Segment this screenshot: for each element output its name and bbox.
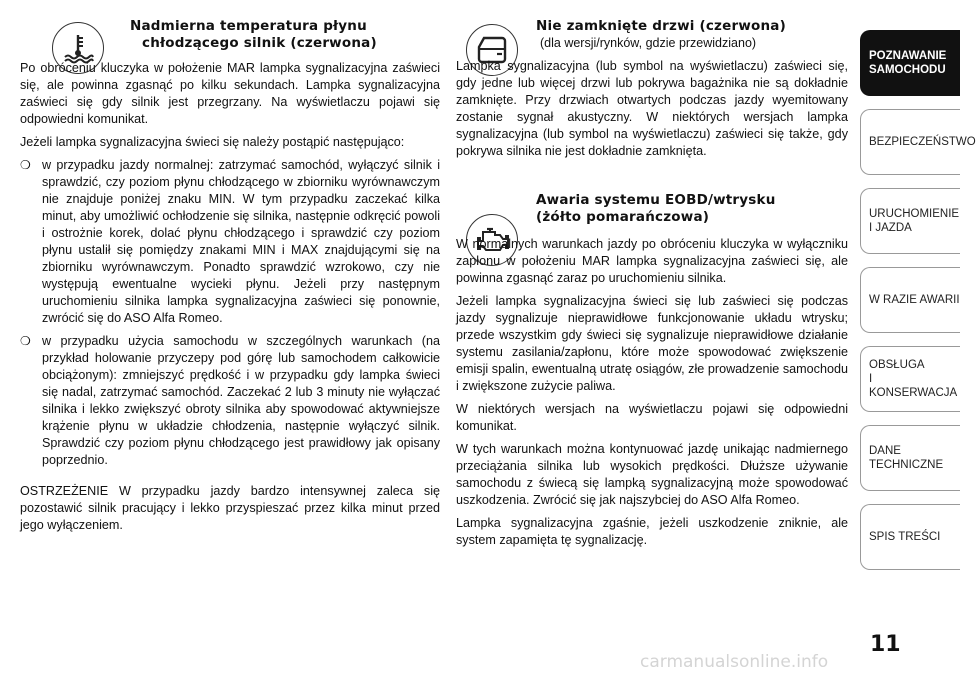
page-number: 11 xyxy=(870,632,901,657)
tab-label-line2: SAMOCHODU xyxy=(869,64,946,76)
tab-label-line2: TECHNICZNE xyxy=(869,459,944,471)
bullet-icon: ❍ xyxy=(20,334,31,348)
coolant-bullet-1 xyxy=(20,157,440,327)
bullet-icon: ❍ xyxy=(20,158,31,172)
eobd-heading-line1: Awaria systemu EOBD/wtrysku xyxy=(536,192,776,208)
tab-w-razie-awarii[interactable] xyxy=(860,267,960,333)
tab-label-line1: SPIS TREŚCI xyxy=(869,531,941,543)
coolant-bullet-1-text: w przypadku jazdy normalnej: zatrzymać samochód, wyłączyć silnik i sprawdzić, czy poziom płynu chłodzącego w zbiorniku wyrównawczym nie znajduje poniżej znaku MIN. W tym przypadku zaczekać kilka minut, aby umożliwić ochłodzenie się silnika, następnie odkręcić powoli i ostrożnie korek, dolać płynu chłodzącego i sprawdzić czy poziom płynu ustalił się pomiędzy znakami MIN i MAX znajdującymi się na zbiorniku wyrównawczym. Ponadto sprawdzić wzrokowo, czy nie występują ewentualne wycieki płynu. Jeżeli przy następnym uruchomieniu silnika lampka sygnalizacyjna zaświeci się ponownie, zwrócić się do ASO Alfa Romeo. xyxy=(42,158,440,325)
coolant-heading-line2: chłodzącego silnik (czerwona) xyxy=(142,35,377,51)
tab-dane-techniczne[interactable] xyxy=(860,425,960,491)
left-column xyxy=(20,18,440,540)
coolant-bullet-2-text: w przypadku użycia samochodu w szczególnych warunkach (na przykład holowanie przyczepy pod górę lub samochodem całkowicie obciążonym): zmniejszyć prędkość i w przypadku gdy lampka świeci się nadal, zatrzymać samochód. Zaczekać 2 lub 3 minuty nie wyłączać silnika i lekko zwiększyć obroty silnika aby spowodować aktywniejsze krążenie płynu w układzie chłodzenia, następnie wyłączyć silnik. Sprawdzić czy poziom płynu chłodzącego jest prawidłowy jak opisany poprzednio. xyxy=(42,334,440,467)
coolant-heading-line1: Nadmierna temperatura płynu xyxy=(130,18,367,34)
tab-uruchomienie-i-jazda[interactable] xyxy=(860,188,960,254)
tab-label-line2: I KONSERWACJA xyxy=(869,373,958,399)
coolant-warning-paragraph: OSTRZEŻENIE W przypadku jazdy bardzo intensywnej zaleca się pozostawić silnik pracujący i lekko przyspieszać przez kilka minut przed jego wyłączeniem. xyxy=(20,484,440,532)
tab-bezpieczenstwo[interactable] xyxy=(860,109,976,175)
eobd-paragraph-1: W normalnych warunkach jazdy po obróceniu kluczyka w wyłączniku zapłonu w położeniu MAR lampka sygnalizacyjna zaświeci się, ale powinna zgasnąć zaraz po uruchomieniu silnika. xyxy=(456,237,848,285)
eobd-paragraph-5: Lampka sygnalizacyjna zgaśnie, jeżeli uszkodzenie zniknie, ale system zapamięta tę sygnalizację. xyxy=(456,516,848,547)
tab-poznawanie-samochodu[interactable] xyxy=(860,30,960,96)
tab-label-line1: DANE xyxy=(869,445,901,457)
eobd-heading-line2: (żółto pomarańczowa) xyxy=(536,209,710,225)
chapter-sidebar xyxy=(860,30,976,583)
eobd-paragraph-4: W tych warunkach można kontynuować jazdę unikając nadmiernego przeciążania silnika lub wysokich prędkości. Dłuższe używanie samochodu z świecą się lampką sygnalizacyjną może spowodować uszkodzenia. Zwrócić się jak najszybciej do ASO Alfa Romeo. xyxy=(456,442,848,507)
watermark: carmanualsonline.info xyxy=(640,652,829,672)
coolant-bullet-2 xyxy=(20,333,440,469)
tab-label-line1: W RAZIE AWARII xyxy=(869,294,960,306)
coolant-heading xyxy=(20,18,440,52)
tab-spis-tresci[interactable] xyxy=(860,504,960,570)
coolant-paragraph-1 xyxy=(20,60,440,128)
tab-label-line2: I JAZDA xyxy=(869,222,912,234)
eobd-section-heading xyxy=(456,192,848,226)
coolant-paragraph-1-text: Po obróceniu kluczyka w położenie MAR lampka sygnalizacyjna zaświeci się, ale powinna zgasnąć po kilku sekundach. Lampka sygnalizacyjna zaświeci się gdy silnik jest przegrzany. Na wyświetlaczu pojawi się odpowiedni komunikat. xyxy=(20,61,440,126)
door-paragraph: Lampka sygnalizacyjna (lub symbol na wyświetlaczu) zaświeci się, gdy jedne lub więcej drzwi lub pokrywa bagażnika nie są dokładnie zamknięte. Przy drzwiach otwartych podczas jazdy wyemitowany zostanie sygnał akustyczny. W niektórych wersjach lampka sygnalizacyjna (lub symbol na wyświetlaczu) zaświeci się także, gdy pokrywa silnika nie jest dokładnie zamknięta. xyxy=(456,59,848,158)
eobd-paragraph-2: Jeżeli lampka sygnalizacyjna świeci się lub zaświeci się podczas jazdy sygnalizuje nieprawidłowe funkcjonowanie układu wtrysku; przede wszystkim gdy świeci się sygnalizuje nieprawidłowe działanie systemu zasilania/zapłonu, które może spowodować zwiększenie emisji spalin, ewentualną utratę osiągów, złe prowadzenie samochodu i zwiększone zużycie paliwa. xyxy=(456,294,848,393)
door-section-heading xyxy=(456,18,848,52)
door-subheading: (dla wersji/rynków, gdzie przewidziano) xyxy=(540,36,757,50)
tab-label-line1: OBSŁUGA xyxy=(869,359,925,371)
tab-label-line1: URUCHOMIENIE xyxy=(869,208,960,220)
tab-label-line1: POZNAWANIE xyxy=(869,50,947,62)
right-column xyxy=(456,18,848,555)
door-heading: Nie zamknięte drzwi (czerwona) xyxy=(536,18,786,34)
coolant-paragraph-2: Jeżeli lampka sygnalizacyjna świeci się należy postąpić następująco: xyxy=(20,135,405,149)
tab-obsluga-i-konserwacja[interactable] xyxy=(860,346,960,412)
tab-label-line1: BEZPIECZEŃSTWO xyxy=(869,136,976,148)
eobd-paragraph-3: W niektórych wersjach na wyświetlaczu pojawi się odpowiedni komunikat. xyxy=(456,402,848,433)
